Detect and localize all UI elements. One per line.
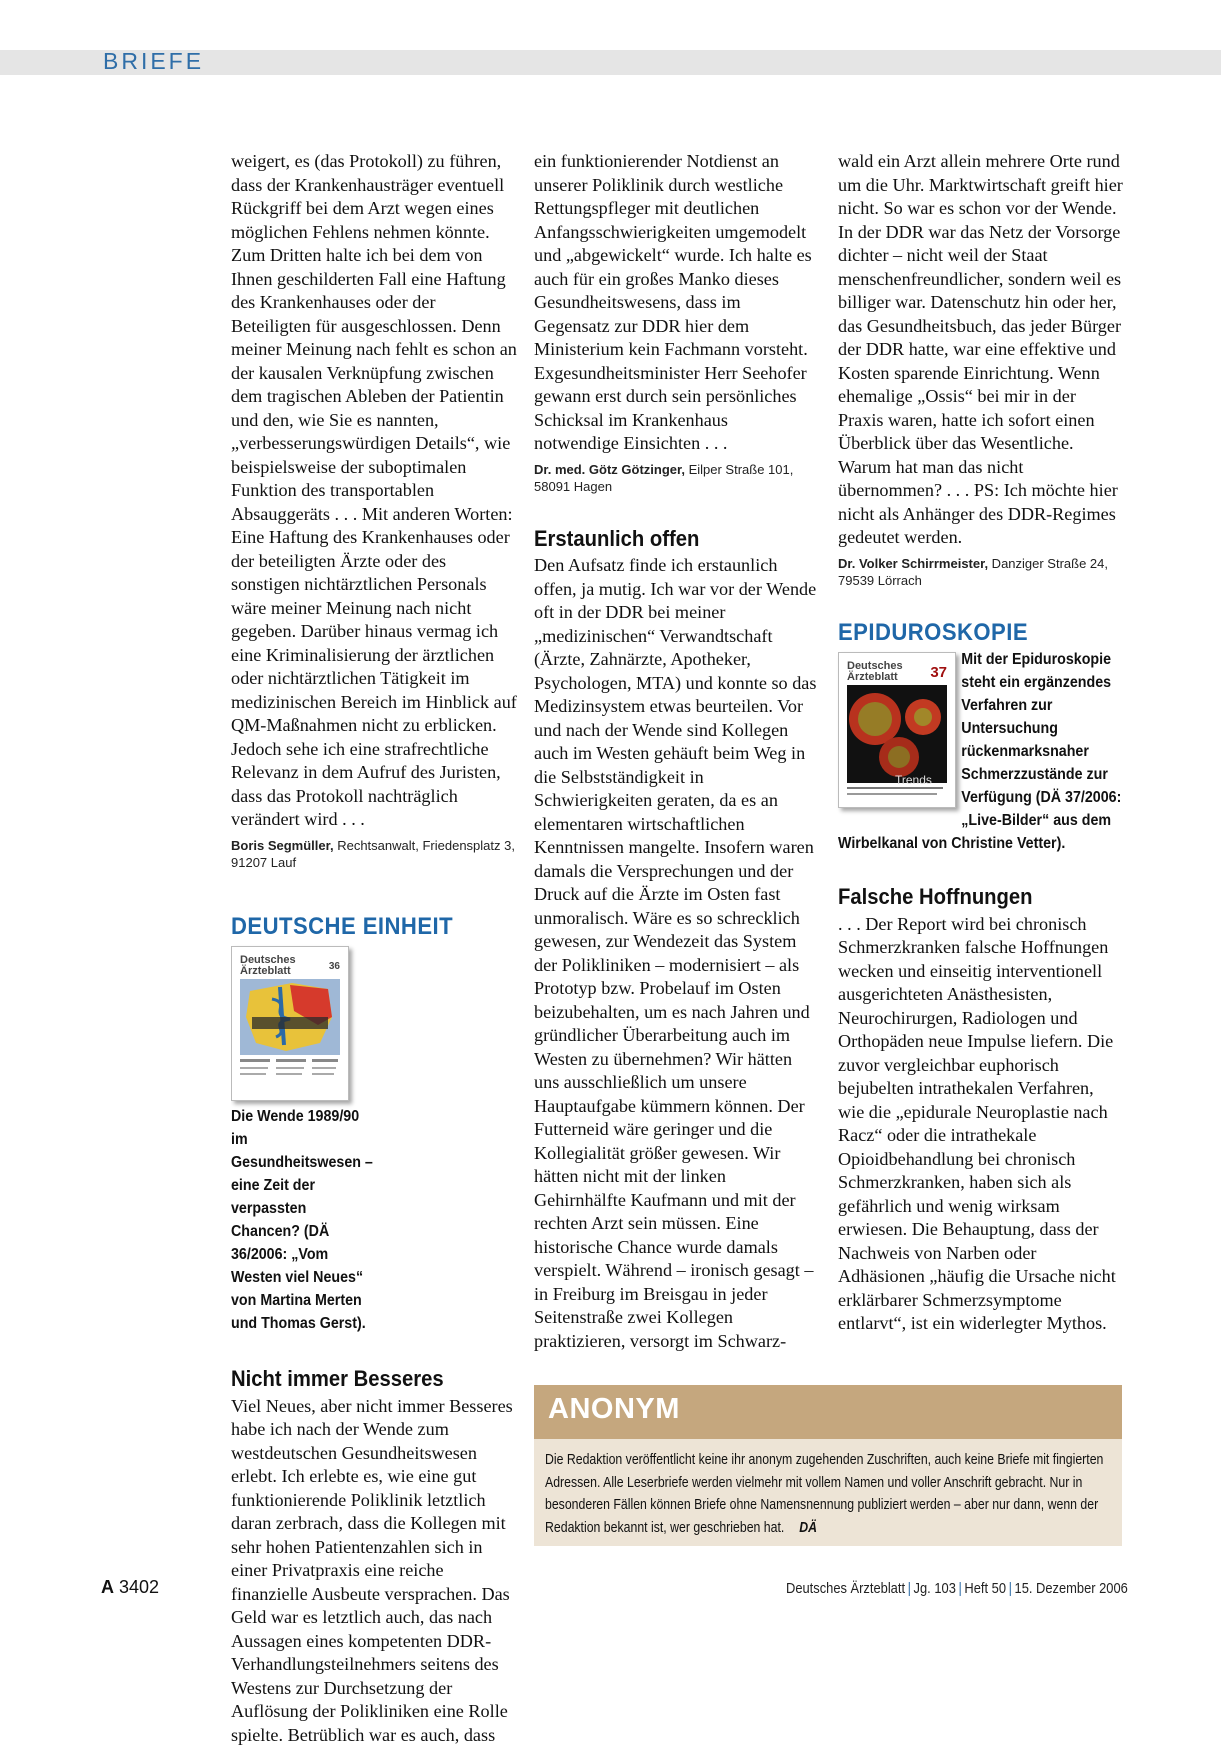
- cover-issue-number: 36: [329, 955, 340, 979]
- signature-address: Eilper Straße 101, 58091 Hagen: [534, 462, 793, 494]
- cover-map-illustration: [232, 947, 348, 1100]
- letter-text: . . . Der Report wird bei chronisch Schmerzkranken falsche Hoffnungen wecken und einseitig interventionell ausgerichteten Anästhesisten, Neurochirurgen, Radiologen und Orthopäden neue Impulse liefern. Die zuvor vergleichbar euphorisch bejubelten intrathekalen Verfahren, wie die „epidurale Neuroplastie nach Racz“ oder die intrathekale Opioidbehandlung bei chronisch Schmerzkranken, haben sich als gefährlich und wenig wirksam erwiesen. Die Behauptung, dass der Nachweis von Narben oder Adhäsionen „häufig die Ursache nicht erklärbarer Schmerzsymptome entlarvt“, ist ein widerlegter Mythos.: [838, 913, 1124, 1336]
- notice-box-header: [534, 1385, 1122, 1439]
- separator: |: [905, 1580, 914, 1597]
- column-3: [838, 150, 1124, 1336]
- signature-name: Dr. med. Götz Götzinger,: [534, 462, 685, 477]
- signature-name: Boris Segmüller,: [231, 838, 334, 853]
- signature-address: Danziger Straße 24, 79539 Lörrach: [838, 556, 1108, 588]
- letter-heading: Nicht immer Besseres: [231, 1367, 494, 1391]
- cover-masthead: Deutsches Ärzteblatt: [240, 955, 310, 977]
- cover-masthead: Deutsches Ärzteblatt: [847, 661, 917, 683]
- signature-name: Dr. Volker Schirrmeister,: [838, 556, 988, 571]
- notice-text: Die Redaktion veröffentlicht keine ihr anonym zugehenden Zuschriften, auch keine Briefe mit fingierten Adressen. Alle Leserbriefe werden vielmehr mit vollem Namen und voller Anschrift gebracht. Nur in besonderen Fällen können Briefe ohne Namensnennung publiziert werden – aber nur dann, wenn der Redaktion bekannt ist, wer geschrieben hat.: [545, 1451, 1103, 1536]
- journal-issue: Heft 50: [964, 1580, 1006, 1597]
- letter-heading: Erstaunlich offen: [534, 527, 794, 551]
- separator: |: [1006, 1580, 1015, 1597]
- notice-tag: DÄ: [799, 1519, 817, 1536]
- letter-text: Viel Neues, aber nicht immer Besseres habe ich nach der Wende zum westdeutschen Gesundheitswesen erlebt. Ich erlebte es, wie eine gut funktionierende Poliklinik letztlich daran zerbrach, dass die Kollegen mit sehr hohen Patientenzahlen sich in einer Privatpraxis eine reiche finanzielle Ausbeute versprachen. Das Geld war es letztlich auch, das nach Aussagen eines kompetenten DDR-Verhandlungsteilnehmers seitens des Westens zur Durchsetzung der Auflösung der Polikliniken eine Rolle spielte. Betrüblich war es auch, dass: [231, 1395, 517, 1747]
- signature-address: Rechtsanwalt, Friedensplatz 3, 91207 Lauf: [231, 838, 515, 870]
- topic-heading: DEUTSCHE EINHEIT: [231, 915, 494, 939]
- page-number: [101, 1577, 159, 1598]
- separator: |: [956, 1580, 965, 1597]
- cover-trends-label: Trends: [895, 769, 932, 793]
- section-label: BRIEFE: [103, 48, 204, 75]
- letter-text: ein funktionierender Notdienst an unserer Poliklinik durch westliche Rettungspfleger mit deutlichen Anfangsschwierigkeiten umgemodelt und „abgewickelt“ wurde. Ich halte es auch für ein großes Manko dieses Gesundheitswesens, dass im Gegensatz zur DDR hier dem Ministerium kein Fachmann vorsteht. Exgesundheitsminister Herr Seehofer gewann erst durch sein persönliches Schicksal im Krankenhaus notwendige Einsichten . . .: [534, 150, 817, 456]
- topic-block: [231, 942, 517, 1335]
- letter-signature: [838, 555, 1124, 589]
- notice-box-title: ANONYM: [548, 1393, 680, 1426]
- topic-blurb: Die Wende 1989/90 im Gesundheitswesen – eine Zeit der verpassten Chancen? (DÄ 36/2006: „Vom Westen viel Neues“ von Martina Merten und Thomas Gerst).: [231, 1105, 376, 1335]
- letter-heading: Falsche Hoffnungen: [838, 885, 1101, 909]
- letter-text: Den Aufsatz finde ich erstaunlich offen, ja mutig. Ich war vor der Wende oft in der DDR bei meiner „medizinischen“ Verwandtschaft (Ärzte, Zahnärzte, Apotheker, Psychologen, MTA) und konnte so das Medizinsystem etwas beurteilen. Vor und nach der Wende sind Kollegen auch im Westen gehäuft beim Weg in die Selbstständigkeit in Schwierigkeiten geraten, da es an elementaren wirtschaftlichen Kenntnissen mangelte. Insofern waren damals die Versprechungen und der Druck auf die Ärzte im Osten fast unmoralisch. Wäre es so schrecklich gewesen, zur Wendezeit das System der Polikliniken – modernisiert – als Prototyp bzw. Probelauf im Osten beizubehalten, um es nach Jahren und gründlicher Überarbeitung auch im Westen zu übernehmen? Wir hätten uns ausschließlich um unsere Hauptaufgabe kümmern können. Der Futterneid wäre geringer und die Kollegialität größer gewesen. Wir hätten nicht mit der linken Gehirnhälfte Kaufmann und mit der rechten Arzt sein müssen. Eine historische Chance wurde damals verspielt. Während – ironisch gesagt – in Freiburg im Breisgau in jeder Seitenstraße zwei Kollegen praktizieren, versorgt im Schwarz-: [534, 554, 817, 1353]
- page-number-value: 3402: [119, 1577, 159, 1597]
- cover-issue-number: 37: [930, 661, 947, 685]
- notice-box-text: [545, 1449, 1119, 1539]
- edition-letter: A: [101, 1577, 114, 1597]
- letter-text: wald ein Arzt allein mehrere Orte rund um die Uhr. Marktwirtschaft greift hier nicht. So war es schon vor der Wende. In der DDR war das Netz der Vorsorge dichter – nicht weil der Staat menschenfreundlicher, sondern weil es billiger war. Datenschutz hin oder her, das Gesundheitsbuch, das jeder Bürger der DDR hatte, war eine effektive und Kosten sparende Einrichtung. Wenn ehemalige „Ossis“ bei mir in der Praxis waren, hatte ich sofort einen Überblick über das Wesentliche. Warum hat man das nicht übernommen? . . . PS: Ich möchte hier nicht als Anhänger des DDR-Regimes gedeutet werden.: [838, 150, 1124, 550]
- journal-name: Deutsches Ärzteblatt: [786, 1580, 905, 1597]
- topic-blurb-text: Mit der Epiduroskopie steht ein ergänzendes Verfahren zur Untersuchung rückenmarksnaher Schmerzzustände zur Verfügung (DÄ 37/2006: „Live-Bilder“ aus dem Wirbelkanal von Christine Vetter).: [838, 651, 1121, 852]
- letter-text: weigert, es (das Protokoll) zu führen, dass der Krankenhausträger eventuell Rückgriff bei dem Arzt wegen eines möglichen Fehlens nehmen könnte. Zum Dritten halte ich bei dem von Ihnen geschilderten Fall eine Haftung des Krankenhauses oder der Beteiligten für ausgeschlossen. Denn meiner Meinung nach fehlt es schon an der kausalen Verknüpfung zwischen dem tragischen Ableben der Patientin und den, wie Sie es nannten, „verbesserungswürdigen Details“, wie beispielsweise der suboptimalen Funktion des transportablen Absauggeräts . . . Mit anderen Worten: Eine Haftung des Krankenhauses oder der beteiligten Ärzte oder des sonstigen nichtärztlichen Personals wäre meiner Meinung nach nicht gegeben. Darüber hinaus vermag ich eine Kriminalisierung der ärztlichen oder nichtärztlichen Tätigkeit im medizinischen Bereich im Hinblick auf QM-Maßnahmen nicht zu erblicken. Jedoch sehe ich eine strafrechtliche Relevanz in dem Aufruf des Juristen, dass das Protokoll nachträglich verändert wird . . .: [231, 150, 517, 832]
- journal-date: 15. Dezember 2006: [1015, 1580, 1128, 1597]
- column-2: [534, 150, 817, 1353]
- magazine-cover-thumbnail: [231, 946, 349, 1101]
- journal-volume: Jg. 103: [914, 1580, 956, 1597]
- column-1: [231, 150, 517, 1747]
- letter-signature: [534, 461, 817, 495]
- topic-blurb: [838, 648, 1123, 855]
- journal-citation: [786, 1580, 1128, 1597]
- notice-box-body: [534, 1439, 1122, 1546]
- topic-heading: EPIDUROSKOPIE: [838, 621, 1101, 645]
- letter-signature: [231, 837, 517, 871]
